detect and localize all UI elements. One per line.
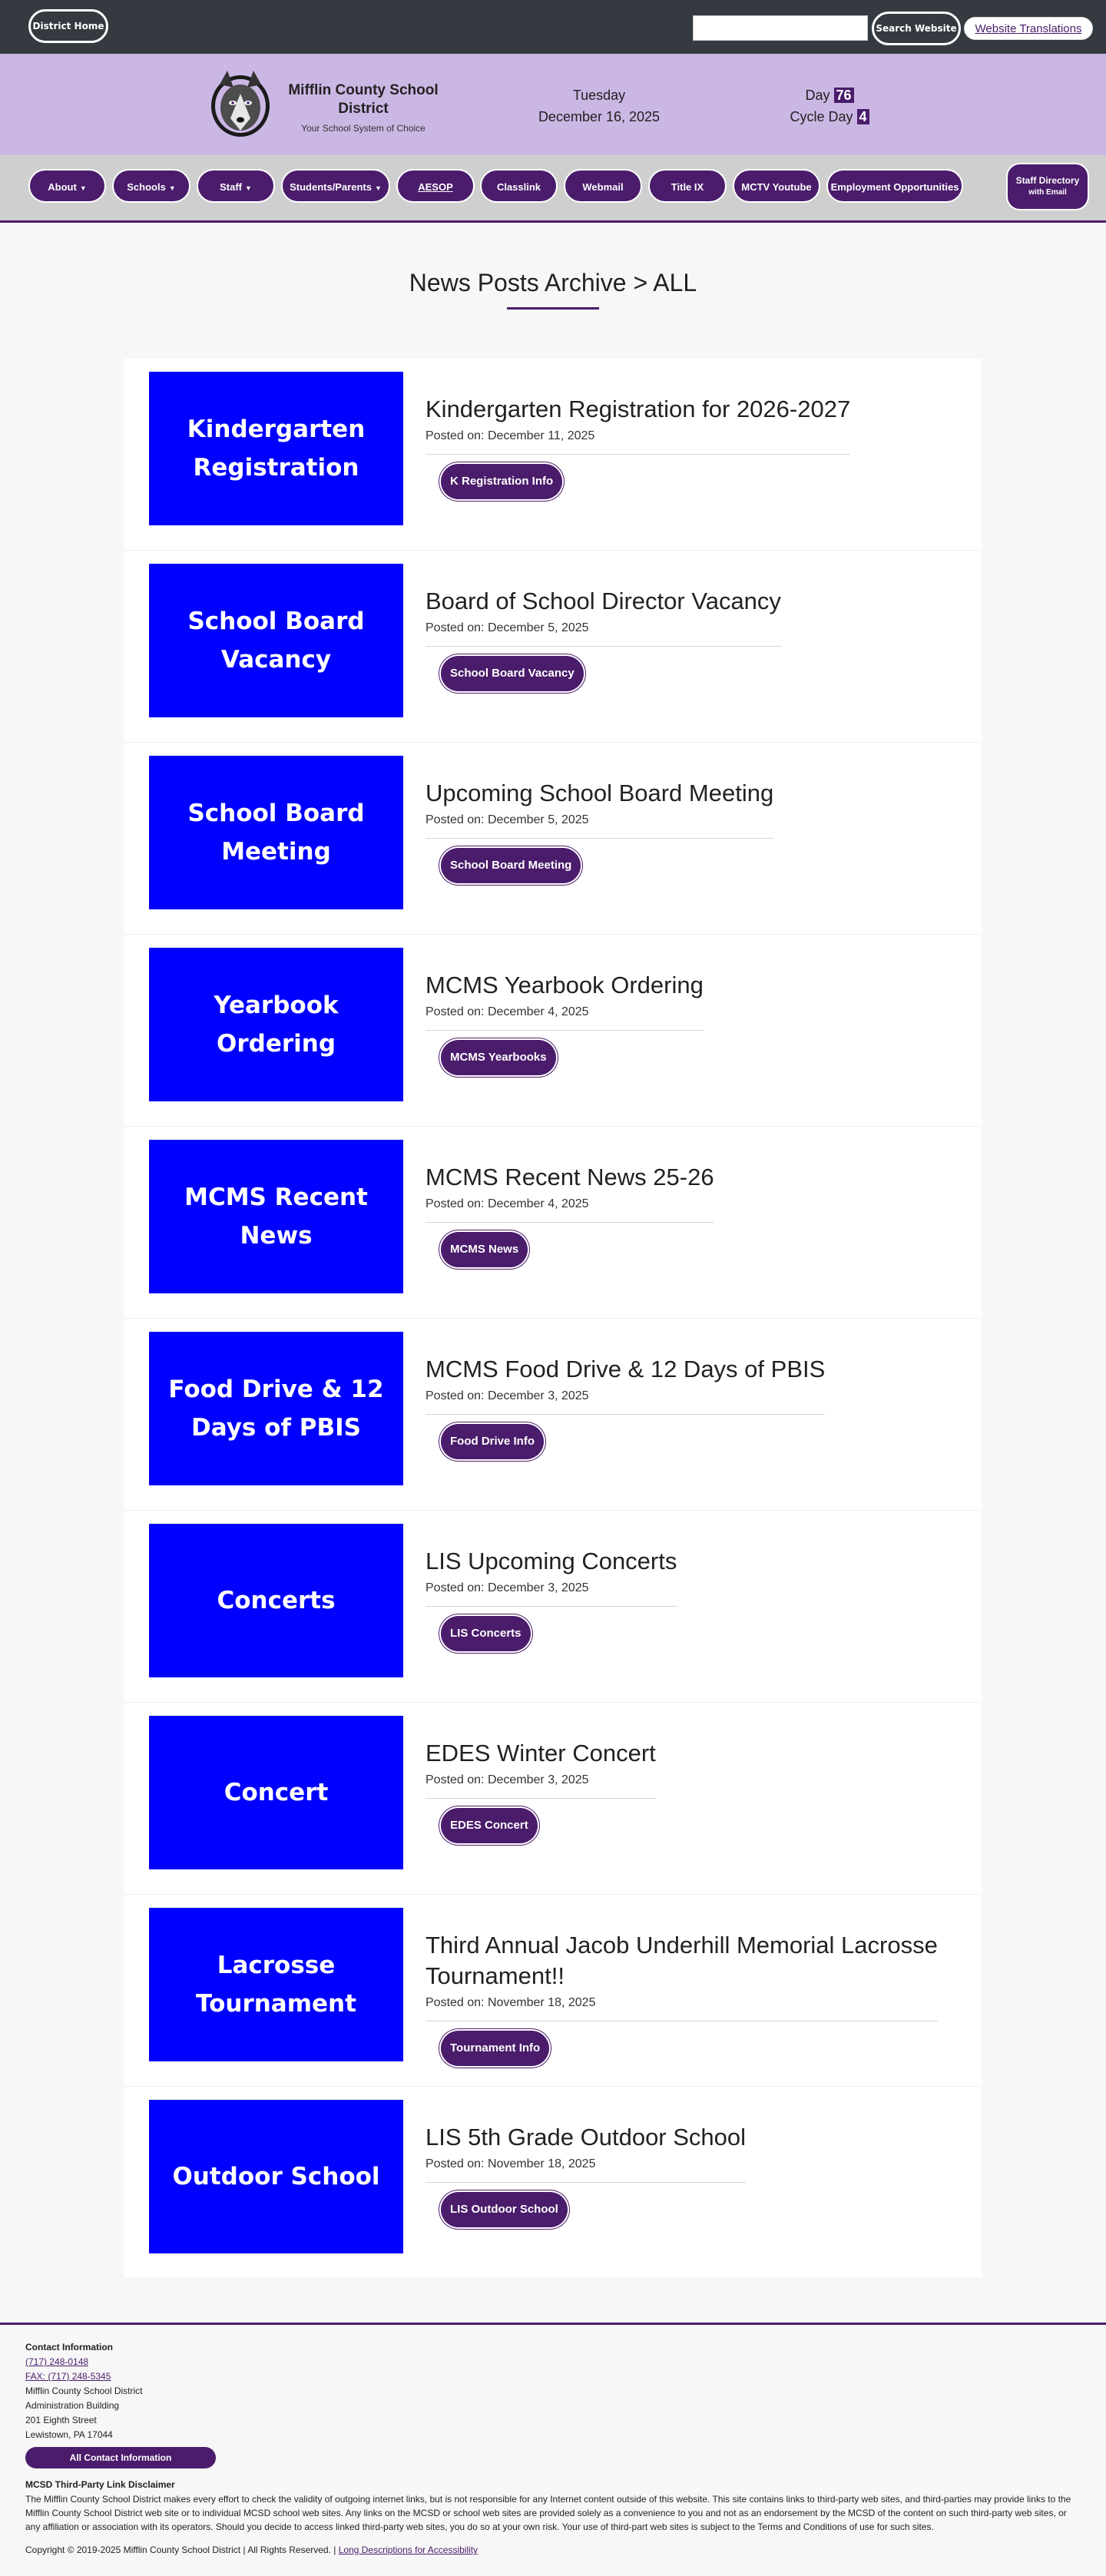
nav-label: Classlink	[496, 181, 541, 193]
cycle-day-number: 4	[857, 109, 869, 124]
post-title: MCMS Food Drive & 12 Days of PBIS	[426, 1356, 826, 1382]
post-link-button[interactable]: K Registration Info	[441, 464, 562, 499]
divider	[426, 1222, 714, 1223]
site-footer	[0, 2323, 1106, 2576]
post-image[interactable]: Concerts	[149, 1524, 403, 1677]
divider	[426, 2182, 746, 2183]
date-display	[522, 84, 676, 127]
staff-directory-label: Staff Directory	[1015, 175, 1080, 186]
search-button[interactable]: Search Website	[872, 12, 961, 45]
post-body	[426, 778, 963, 883]
post-image[interactable]: School Board Vacancy	[149, 564, 403, 717]
day-row	[760, 84, 899, 106]
post-date: Posted on: December 4, 2025	[426, 1197, 589, 1210]
day-number: 76	[834, 88, 854, 103]
site-header	[0, 54, 1106, 155]
post-image[interactable]: Food Drive & 12 Days of PBIS	[149, 1332, 403, 1485]
nav-label: Schools	[127, 181, 166, 193]
copyright-line	[25, 2543, 1081, 2558]
post-image[interactable]: Outdoor School	[149, 2100, 403, 2253]
post-title: Board of School Director Vacancy	[426, 588, 781, 614]
post-title: MCMS Recent News 25-26	[426, 1164, 714, 1190]
staff-directory-button[interactable]	[1006, 163, 1089, 210]
caret-down-icon: ▼	[244, 184, 252, 192]
post-date: Posted on: December 3, 2025	[426, 1581, 589, 1594]
address-line: Lewistown, PA 17044	[25, 2429, 113, 2440]
post-image[interactable]: Concert	[149, 1716, 403, 1869]
post-date: Posted on: December 3, 2025	[426, 1389, 589, 1402]
day-label: Day	[805, 88, 830, 103]
disclaimer-text: The Mifflin County School District makes every effort to check the validity of outgoing internet links, but is not responsible for any Internet content outside of this website. This site contains links to third-party web sites, and third-parties may provide links to the Mifflin County School District web site or to individual MCSD school web sites. Any links on the MCSD or school web sites are provided solely as a convenience to you and not as an endorsement by the MCSD of the content on such third-party web sites, or any affiliation or association with its operators. Should you decide to access linked third-party web sites, you do so at your own risk. Your use of third-part web sites is subject to the Terms and Conditions of use for such sites.	[25, 2494, 1071, 2532]
post-link-button[interactable]: LIS Concerts	[441, 1616, 531, 1651]
post-body	[426, 1738, 963, 1843]
news-post	[124, 1319, 982, 1511]
post-title: Kindergarten Registration for 2026-2027	[426, 396, 851, 422]
phone-link[interactable]: (717) 248-0148	[25, 2356, 89, 2367]
caret-down-icon: ▼	[168, 184, 176, 192]
post-date: Posted on: November 18, 2025	[426, 1996, 596, 2009]
post-image[interactable]: Lacrosse Tournament	[149, 1908, 403, 2061]
post-title: EDES Winter Concert	[426, 1740, 656, 1766]
nav-staff[interactable]	[197, 169, 275, 203]
nav-label: Webmail	[582, 181, 624, 193]
fax-link[interactable]: FAX: (717) 248-5345	[25, 2371, 111, 2382]
post-image[interactable]: School Board Meeting	[149, 756, 403, 909]
nav-label: Employment Opportunities	[830, 181, 959, 193]
divider	[426, 646, 781, 647]
post-link-button[interactable]: MCMS Yearbooks	[441, 1040, 556, 1075]
nav-label: Staff	[220, 181, 242, 193]
divider	[426, 1030, 704, 1031]
nav-schools[interactable]	[112, 169, 190, 203]
full-date: December 16, 2025	[538, 109, 661, 124]
nav-classlink[interactable]	[480, 169, 558, 203]
nav-title-ix[interactable]	[648, 169, 727, 203]
nav-label: AESOP	[418, 181, 453, 193]
school-day-display	[760, 84, 899, 127]
post-title: Upcoming School Board Meeting	[426, 780, 774, 806]
search-input[interactable]	[693, 15, 868, 41]
nav-label: Title IX	[671, 181, 704, 193]
post-link-button[interactable]: Tournament Info	[441, 2031, 549, 2066]
page-title: News Posts Archive > ALL	[409, 269, 697, 296]
post-title: MCMS Yearbook Ordering	[426, 972, 704, 998]
news-post	[124, 359, 982, 551]
post-image[interactable]: MCMS Recent News	[149, 1140, 403, 1293]
post-link-button[interactable]: School Board Meeting	[441, 848, 581, 883]
nav-label: Students/Parents	[290, 181, 372, 193]
cycle-row	[760, 106, 899, 127]
nav-mctv-youtube[interactable]	[733, 169, 820, 203]
post-body	[426, 970, 963, 1075]
post-title: LIS 5th Grade Outdoor School	[426, 2124, 747, 2151]
nav-label: About	[48, 181, 77, 193]
post-body	[426, 1162, 963, 1267]
post-body	[426, 1930, 963, 2066]
top-bar	[0, 0, 1106, 54]
main-nav	[0, 155, 1106, 223]
post-link-button[interactable]: Food Drive Info	[441, 1424, 544, 1459]
post-title: Third Annual Jacob Underhill Memorial Lacrosse Tournament!!	[426, 1932, 938, 1989]
news-post	[124, 935, 982, 1127]
news-post	[124, 743, 982, 935]
divider	[426, 838, 773, 839]
post-link-button[interactable]: School Board Vacancy	[441, 656, 584, 691]
post-image[interactable]: Kindergarten Registration	[149, 372, 403, 525]
cycle-day-label: Cycle Day	[790, 109, 853, 124]
post-link-button[interactable]: EDES Concert	[441, 1808, 538, 1843]
post-image[interactable]: Yearbook Ordering	[149, 948, 403, 1101]
post-title: LIS Upcoming Concerts	[426, 1548, 677, 1574]
nav-webmail[interactable]	[564, 169, 642, 203]
post-date: Posted on: November 18, 2025	[426, 2157, 596, 2170]
post-link-button[interactable]: MCMS News	[441, 1232, 528, 1267]
contact-heading: Contact Information	[25, 2342, 113, 2353]
accessibility-link[interactable]: Long Descriptions for Accessibility	[338, 2545, 478, 2555]
address-line: Mifflin County School District	[25, 2386, 143, 2396]
news-post	[124, 1511, 982, 1703]
post-date: Posted on: December 11, 2025	[426, 429, 595, 442]
copyright-text: Copyright © 2019-2025 Mifflin County School District | All Rights Reserved. |	[25, 2545, 336, 2555]
news-posts-list	[124, 359, 982, 2279]
post-date: Posted on: December 5, 2025	[426, 813, 589, 826]
news-post	[124, 1127, 982, 1319]
nav-aesop[interactable]	[396, 169, 475, 203]
post-link-button[interactable]: LIS Outdoor School	[441, 2192, 568, 2227]
news-post	[124, 1703, 982, 1895]
staff-directory-sublabel: with Email	[1028, 188, 1067, 197]
post-body	[426, 1354, 963, 1459]
post-date: Posted on: December 3, 2025	[426, 1773, 589, 1786]
caret-down-icon: ▼	[79, 184, 87, 192]
divider	[426, 1798, 656, 1799]
post-body	[426, 586, 963, 691]
nav-students-parents[interactable]	[281, 169, 390, 203]
all-contact-information-button[interactable]: All Contact Information	[25, 2447, 216, 2468]
disclaimer-heading: MCSD Third-Party Link Disclaimer	[25, 2479, 175, 2490]
news-post	[124, 2087, 982, 2279]
husky-logo[interactable]	[209, 68, 272, 140]
post-date: Posted on: December 5, 2025	[426, 621, 589, 634]
post-body	[426, 1546, 963, 1651]
post-date: Posted on: December 4, 2025	[426, 1005, 589, 1018]
nav-employment-opportunities[interactable]	[826, 169, 963, 203]
divider	[426, 1606, 677, 1607]
website-translations-link[interactable]: Website Translations	[964, 17, 1093, 40]
news-post	[124, 551, 982, 743]
district-tagline: Your School System of Choice	[301, 123, 426, 134]
title-underline	[507, 307, 599, 310]
address-line: 201 Eighth Street	[25, 2415, 97, 2425]
nav-label: MCTV Youtube	[741, 181, 812, 193]
divider	[426, 454, 850, 455]
post-body	[426, 394, 963, 499]
district-home-button[interactable]: District Home	[28, 9, 108, 43]
news-post	[124, 1895, 982, 2087]
post-body	[426, 2122, 963, 2227]
nav-about[interactable]	[28, 169, 106, 203]
district-name: Mifflin County School District	[288, 82, 439, 117]
caret-down-icon: ▼	[375, 184, 382, 192]
divider	[426, 1414, 825, 1415]
address-line: Administration Building	[25, 2400, 120, 2411]
weekday: Tuesday	[572, 88, 626, 103]
